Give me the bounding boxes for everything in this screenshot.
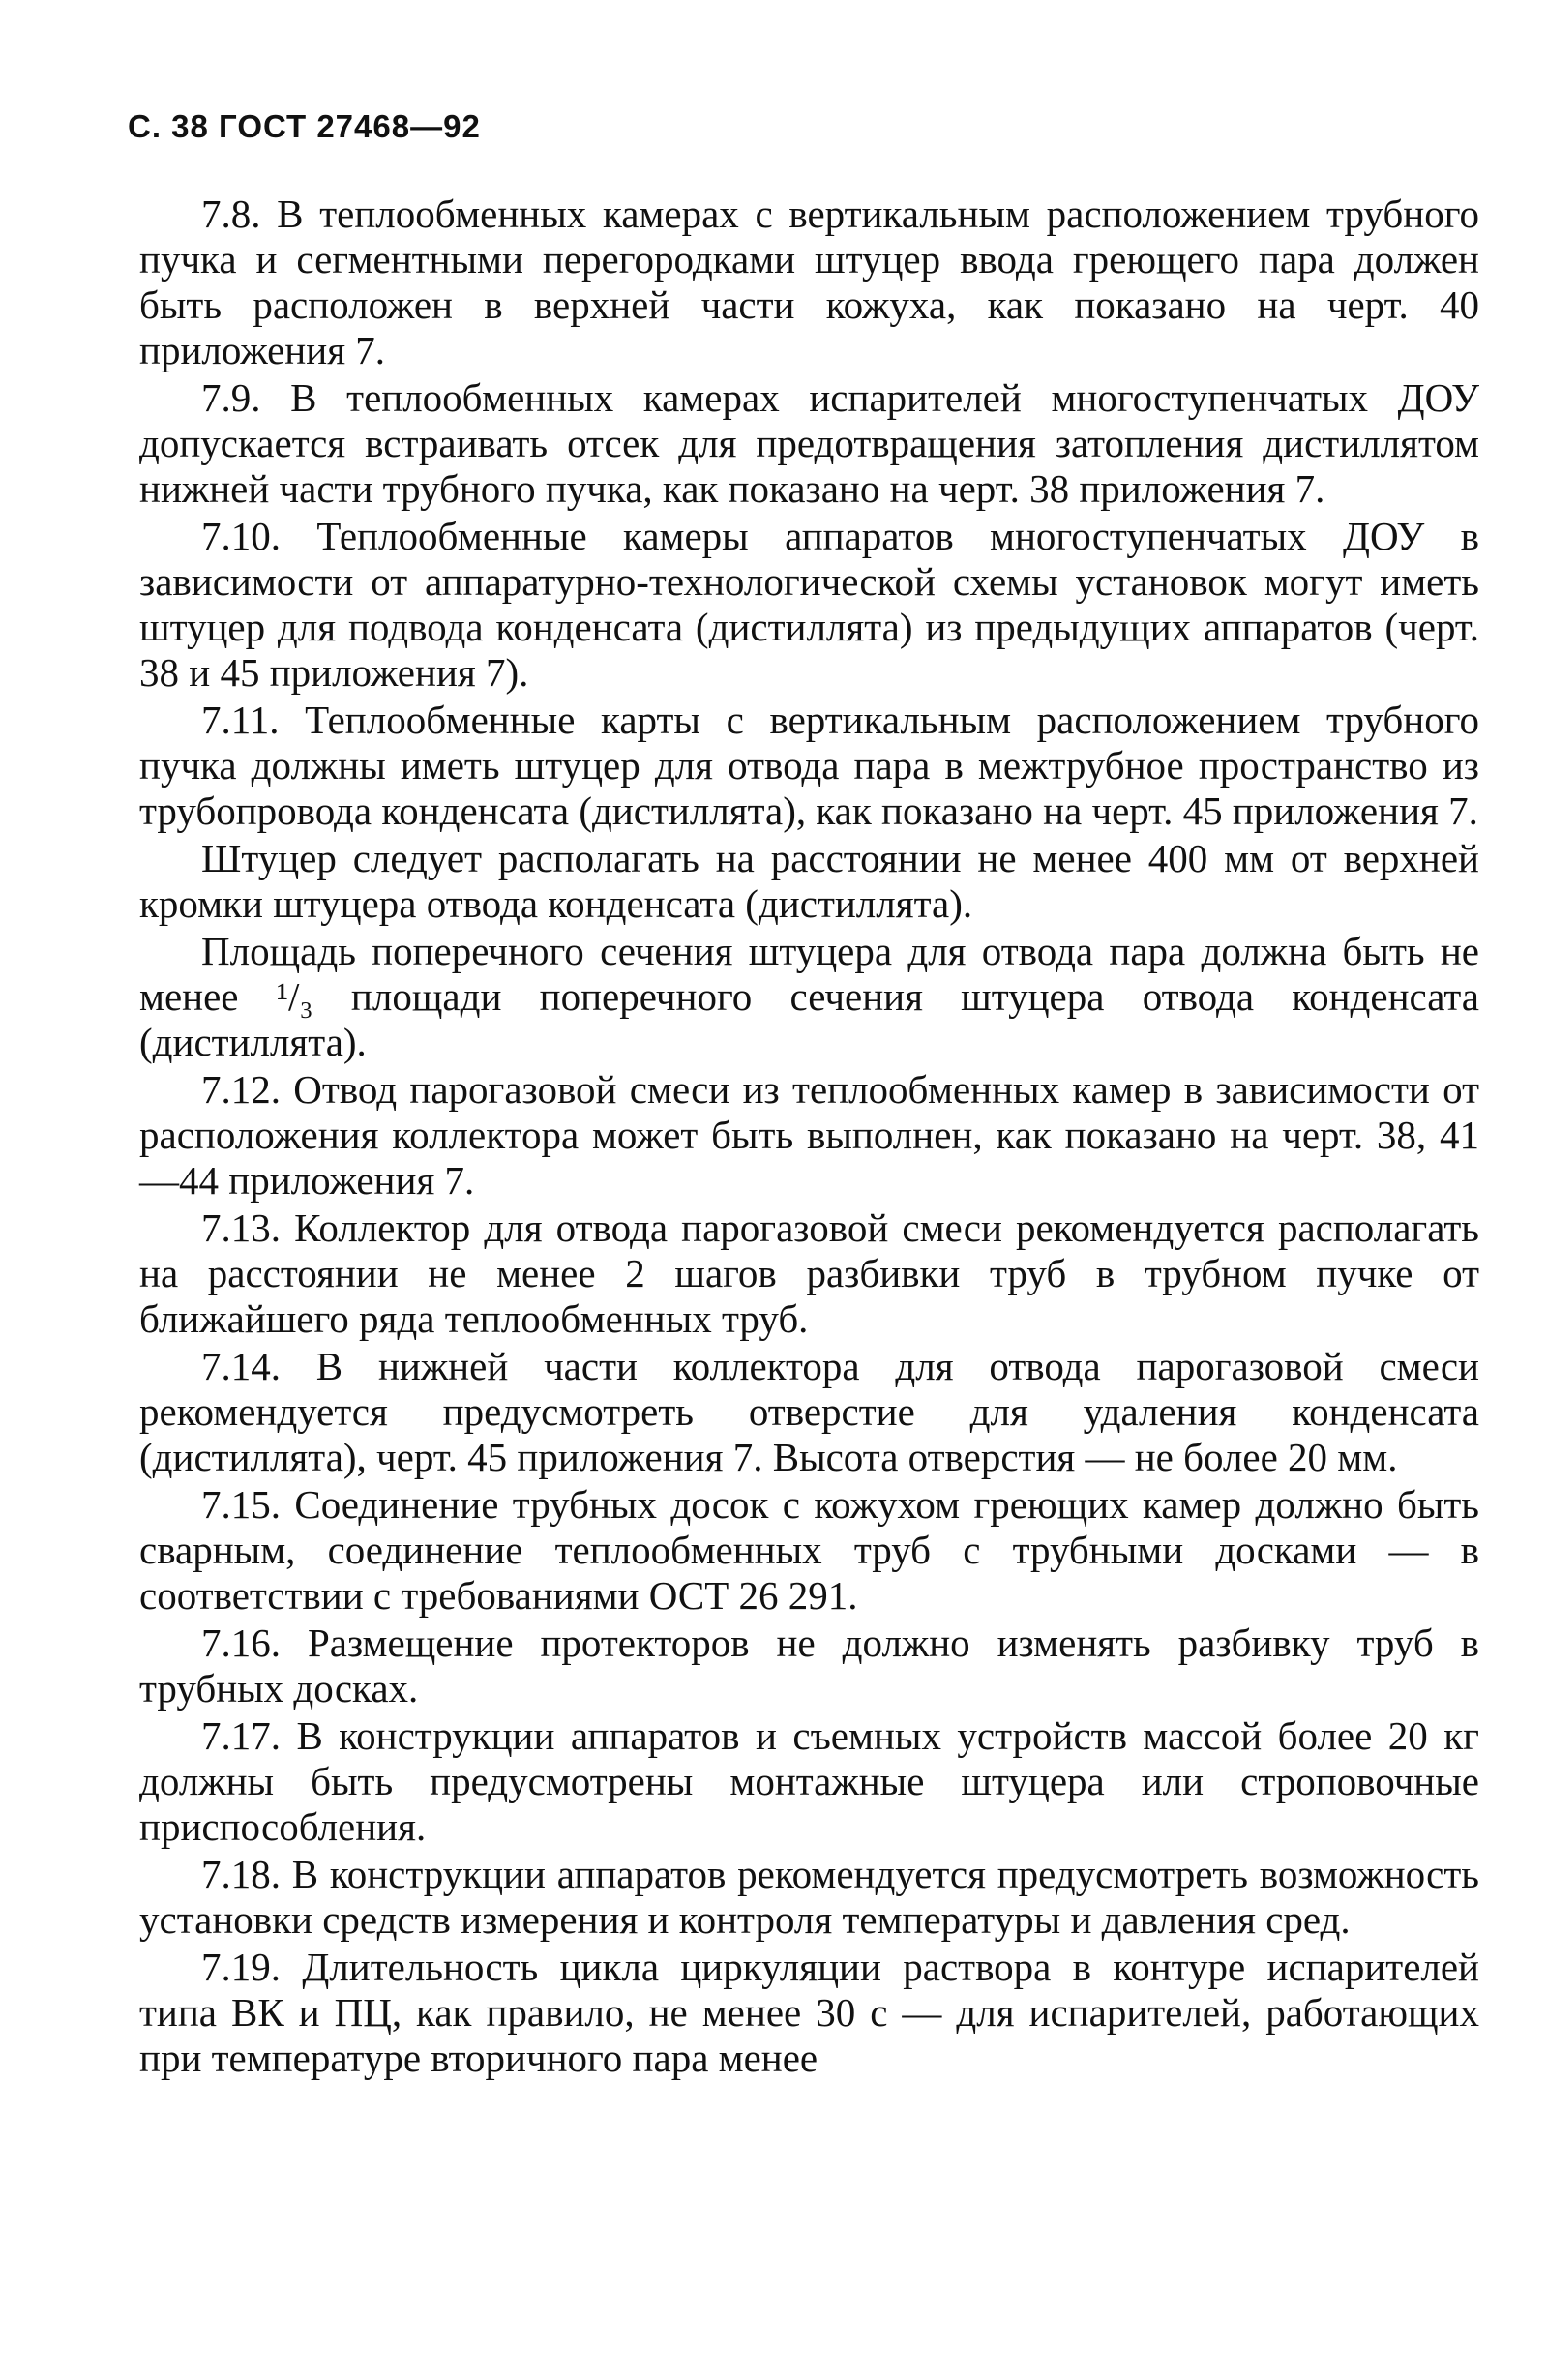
paragraph-7-19: 7.19. Длительность цикла циркуляции раствора в контуре испарителей типа ВК и ПЦ, как правило, не менее 30 с — для испарителей, работающих при температуре вторичного пара менее (139, 1945, 1479, 2080)
paragraph-7-13: 7.13. Коллектор для отвода парогазовой смеси рекомендуется располагать на расстоянии не менее 2 шагов разбивки труб в трубном пучке от ближайшего ряда теплообменных труб. (139, 1205, 1479, 1341)
paragraph-7-15: 7.15. Соединение трубных досок с кожухом греющих камер должно быть сварным, соединение теплообменных труб с трубными досками — в соответствии с требованиями ОСТ 26 291. (139, 1482, 1479, 1618)
paragraph-7-10: 7.10. Теплообменные камеры аппаратов многоступенчатых ДОУ в зависимости от аппаратурно-технологической схемы установок могут иметь штуцер для подвода конденсата (дистиллята) из предыдущих аппаратов (черт. 38 и 45 приложения 7). (139, 514, 1479, 695)
body-text (139, 192, 1479, 2081)
paragraph-7-11: 7.11. Теплообменные карты с вертикальным расположением трубного пучка должны иметь штуцер для отвода пара в межтрубное пространство из трубопровода конденсата (дистиллята), как показано на черт. 45 приложения 7. (139, 698, 1479, 833)
paragraph-7-12: 7.12. Отвод парогазовой смеси из теплообменных камер в зависимости от расположения коллектора может быть выполнен, как показано на черт. 38, 41—44 приложения 7. (139, 1067, 1479, 1203)
paragraph-7-11-fitting: Штуцер следует располагать на расстоянии не менее 400 мм от верхней кромки штуцера отвода конденсата (дистиллята). (139, 836, 1479, 926)
page-header: С. 38 ГОСТ 27468—92 (128, 108, 481, 144)
paragraph-7-9: 7.9. В теплообменных камерах испарителей многоступенчатых ДОУ допускается встраивать отсек для предотвращения затопления дистиллятом нижней части трубного пучка, как показано на черт. 38 приложения 7. (139, 375, 1479, 511)
paragraph-7-18: 7.18. В конструкции аппаратов рекомендуется предусмотреть возможность установки средств измерения и контроля температуры и давления сред. (139, 1852, 1479, 1942)
paragraph-7-8: 7.8. В теплообменных камерах с вертикальным расположением трубного пучка и сегментными перегородками штуцер ввода греющего пара должен быть расположен в верхней части кожуха, как показано на черт. 40 приложения 7. (139, 192, 1479, 372)
paragraph-7-17: 7.17. В конструкции аппаратов и съемных устройств массой более 20 кг должны быть предусмотрены монтажные штуцера или строповочные приспособления. (139, 1713, 1479, 1849)
paragraph-7-11-area: Площадь поперечного сечения штуцера для отвода пара должна быть не менее ¹/₃ площади поперечного сечения штуцера отвода конденсата (дистиллята). (139, 929, 1479, 1064)
paragraph-7-14: 7.14. В нижней части коллектора для отвода парогазовой смеси рекомендуется предусмотреть отверстие для удаления конденсата (дистиллята), черт. 45 приложения 7. Высота отверстия — не более 20 мм. (139, 1344, 1479, 1479)
paragraph-7-16: 7.16. Размещение протекторов не должно изменять разбивку труб в трубных досках. (139, 1621, 1479, 1711)
